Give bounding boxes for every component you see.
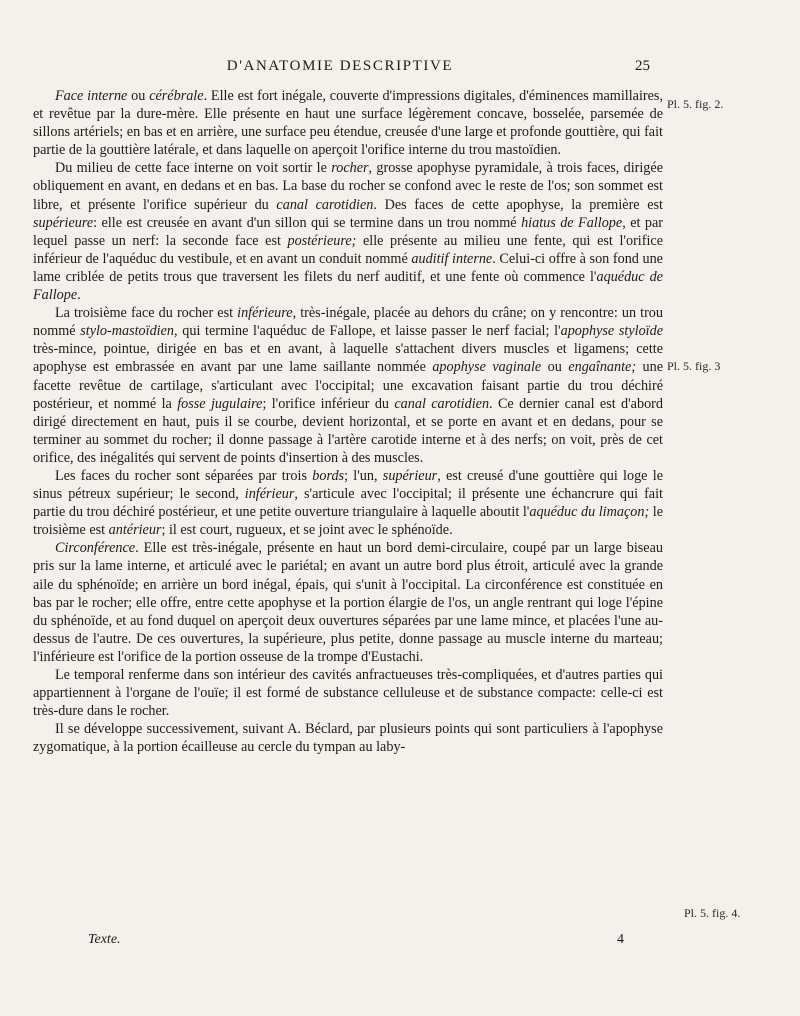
paragraph (33, 159, 663, 304)
page-header (0, 58, 800, 80)
italic-term: inférieur (244, 486, 295, 503)
text-run: , qui termine l'aquéduc de Fallope, et laisse passer le nerf facial; l' (174, 323, 561, 340)
text-run: . Ce dernier canal est d'abord dirigé directement en haut, puis il se courbe, devient horizontal, et se porte en avant et en dedans, pour se terminer au sommet du rocher; il donne passage à l'artère carotide interne et à des nerfs; on voit, près de cet orifice, des inégalités qui servent de points d'insertion à des muscles. (33, 395, 663, 466)
text-run: elle présente au milieu une fente, qui est l'orifice inférieur de l'aquéduc du vestibule, et en avant un conduit nommé (33, 232, 663, 267)
text-run: La troisième face du rocher est (55, 305, 238, 322)
italic-term: supérieure (33, 214, 94, 231)
text-run: Du milieu de cette face interne on voit sortir le (55, 160, 332, 177)
italic-term: Face interne (55, 88, 128, 104)
italic-term: antérieur (108, 522, 162, 539)
text-run: . Elle est très-inégale, présente en haut un bord demi-circulaire, coupé par un large biseau pris sur la lame interne, et articulé avec le pariétal; en avant un autre bord plus étroit, articulé avec la grande aile du sphénoïde; en arrière un bord inégal, épais, qui s'unit à l'occipital. La circonférence est constituée en bas par le rocher; elle offre, entre cette apophyse et la portion élargie de l'os, un angle rentrant qui loge l'épine du sphénoïde, et au fond duquel on aperçoit deux ouvertures séparées par une lame mince, et placées l'une au-dessus de l'autre. De ces ouvertures, la supérieure, plus petite, donne passage au muscle interne du marteau; l'inférieure est l'orifice de la portion osseuse de la trompe d'Eustachi. (33, 540, 663, 665)
text-run: Le temporal renferme dans son intérieur des cavités anfractueuses très-compliquées, et d'autres parties qui appartiennent à l'organe de l'ouïe; il est formé de substance celluleuse et de substance compacte: celle-ci est très-dure dans le rocher. (33, 667, 663, 720)
signature-label: Texte. (88, 932, 121, 947)
page-number: 25 (635, 58, 650, 74)
paragraph (33, 87, 663, 159)
text-run: , très-inégale, placée au dehors du crâne; on y rencontre: un trou nommé (33, 305, 663, 340)
italic-term: Circonférence (55, 540, 136, 557)
italic-term: rocher (331, 160, 369, 177)
text-run: ou (127, 88, 150, 104)
page-footer (0, 932, 800, 952)
italic-term: supérieur (382, 467, 438, 484)
paragraph (33, 539, 663, 666)
text-run: , s'articule avec l'occipital; il présente une échancrure qui fait partie du trou déchiré postérieur, et une petite ouverture triangulaire à laquelle aboutit l' (33, 486, 663, 521)
italic-term: canal carotidien (394, 395, 490, 412)
text-run: ; l'orifice inférieur du (262, 395, 395, 412)
margin-note-plate-5-fig-2: Pl. 5. fig. 2. (667, 97, 724, 111)
text-run: ; il est court, rugueux, et se joint avec le sphénoïde. (161, 522, 453, 539)
italic-term: apophyse vaginale (432, 359, 542, 376)
italic-term: aquéduc de Fallope (33, 268, 663, 304)
text-run: Il se développe successivement, suivant A. Béclard, par plusieurs points qui sont particuliers à l'apophyse zygomatique, à la portion écailleuse au cercle du tympan au laby- (33, 721, 663, 756)
text-run: une facette revêtue de cartilage, s'articulant avec l'occipital; une excavation faisant partie du trou déchiré postérieur, et nommé la (33, 359, 664, 412)
paragraph (33, 720, 663, 756)
italic-term: stylo-mastoïdien (80, 323, 175, 340)
text-run: . Des faces de cette apophyse, la première est (373, 196, 664, 213)
paragraph (33, 304, 663, 467)
text-run: : elle est creusée en avant d'un sillon qui se termine dans un trou nommé (93, 214, 522, 231)
italic-term: engaînante; (568, 359, 637, 376)
paragraph (33, 666, 663, 720)
text-run: Les faces du rocher sont séparées par trois (55, 467, 313, 484)
signature-number: 4 (617, 932, 624, 947)
margin-note-plate-5-fig-3: Pl. 5. fig. 3 (667, 359, 721, 373)
text-run: ; l'un, (344, 467, 383, 484)
text-run: , et par lequel passe un nerf: la seconde face est (33, 214, 663, 249)
italic-term: auditif interne (411, 250, 493, 267)
italic-term: postérieure; (287, 232, 357, 249)
text-run: , grosse apophyse pyramidale, à trois faces, dirigée obliquement en avant, en dedans et en bas. La base du rocher se confond avec le reste de l'os; son sommet est libre, et présente l'orifice supérieur du (33, 160, 663, 213)
text-run: le troisième est (33, 504, 663, 539)
text-run: . Celui-ci offre à son fond une lame criblée de petits trous que traversent les filets du nerf auditif, et une fente où commence l' (33, 250, 663, 285)
italic-term: bords (312, 467, 345, 484)
text-run: . Elle est fort inégale, couverte d'impressions digitales, d'éminences mamillaires, et revêtue par la dure-mère. Elle présente en haut une surface légèrement concave, bosselée, parsemée de sillons artériels; en bas et en arrière, une surface peu étendue, creusée d'une large et profonde gouttière, qui fait partie de la gouttière latérale, et dans laquelle on aperçoit l'orifice interne du trou mastoïdien. (33, 88, 663, 159)
italic-term: cérébrale (149, 88, 204, 104)
body-text (33, 87, 663, 756)
text-run: ou (541, 359, 569, 376)
italic-term: hiatus de Fallope (521, 214, 623, 231)
italic-term: fosse jugulaire (177, 395, 263, 412)
italic-term: aquéduc du limaçon; (529, 504, 650, 521)
paragraph (33, 467, 663, 539)
text-run: très-mince, pointue, dirigée en bas et en avant, à laquelle s'attachent divers muscles et ligamens; cette apophyse est embrassée en avant par une lame saillante nommée (33, 341, 663, 376)
italic-term: apophyse styloïde (560, 323, 663, 340)
margin-note-plate-5-fig-4: Pl. 5. fig. 4. (684, 906, 741, 920)
italic-term: canal carotidien (276, 196, 374, 213)
text-run: . (77, 287, 81, 304)
text-run: , est creusé d'une gouttière qui loge le sinus pétreux supérieur; le second, (33, 467, 663, 503)
italic-term: inférieure (237, 305, 293, 322)
running-head: D'ANATOMIE DESCRIPTIVE (226, 58, 454, 74)
